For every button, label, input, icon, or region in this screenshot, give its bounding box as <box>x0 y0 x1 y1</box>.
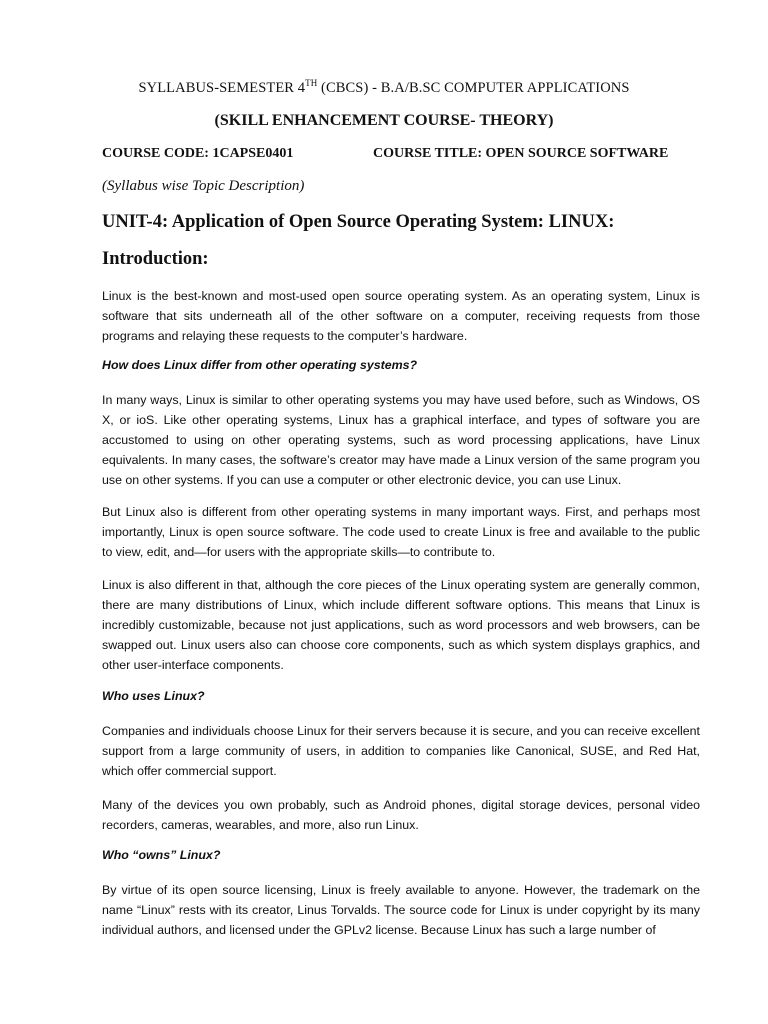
subtitle: (Syllabus wise Topic Description) <box>102 178 305 194</box>
course-type-heading: (SKILL ENHANCEMENT COURSE- THEORY) <box>214 112 554 129</box>
unit-heading: UNIT-4: Application of Open Source Operating System: LINUX: <box>102 212 615 232</box>
course-title: COURSE TITLE: OPEN SOURCE SOFTWARE <box>373 146 669 161</box>
paragraph-devices: Many of the devices you own probably, such as Android phones, digital storage devices, personal video recorders, cameras, wearables, and more, also run Linux. <box>102 798 700 833</box>
course-code: COURSE CODE: 1CAPSE0401 <box>102 146 294 161</box>
paragraph-companies: Companies and individuals choose Linux for their servers because it is secure, and you can receive excellent support from a large community of users, in addition to companies like Canonical, SUSE, and Red Hat, which offer commercial support. <box>102 724 700 779</box>
question-heading-who-owns: Who “owns” Linux? <box>102 848 221 862</box>
paragraph-distributions: Linux is also different in that, although the core pieces of the Linux operating system are generally common, there are many distributions of Linux, which include different software options. This means that Linux is incredibly customizable, because not just applications, such as word processors and web browsers, can be swapped out. Linux users also can choose core components, such as which system displays graphics, and other user-interface components. <box>102 578 700 673</box>
syllabus-header-sup: TH <box>305 78 318 88</box>
question-heading-differ: How does Linux differ from other operating systems? <box>102 358 418 372</box>
question-heading-who-uses: Who uses Linux? <box>102 689 205 703</box>
introduction-heading: Introduction: <box>102 249 209 269</box>
paragraph-difference: But Linux also is different from other operating systems in many important ways. First, and perhaps most importantly, Linux is open source software. The code used to create Linux is free and available to the public to view, edit, and—for users with the appropriate skills—to contribute to. <box>102 505 700 560</box>
syllabus-header <box>0 78 768 97</box>
paragraph-intro: Linux is the best-known and most-used open source operating system. As an operating system, Linux is software that sits underneath all of the other software on a computer, receiving requests from those programs and relaying these requests to the computer’s hardware. <box>102 289 700 344</box>
syllabus-header-post: (CBCS) - B.A/B.SC COMPUTER APPLICATIONS <box>317 80 630 96</box>
syllabus-header-pre: SYLLABUS-SEMESTER 4 <box>138 80 306 96</box>
paragraph-similarity: In many ways, Linux is similar to other operating systems you may have used before, such as Windows, OS X, or ioS. Like other operating systems, Linux has a graphical interface, and types of software you are accustomed to using on other operating systems, such as word processing applications, have Linux equivalents. In many cases, the software’s creator may have made a Linux version of the same program you use on other systems. If you can use a computer or other electronic device, you can use Linux. <box>102 393 700 488</box>
paragraph-licensing: By virtue of its open source licensing, Linux is freely available to anyone. However, the trademark on the name “Linux” rests with its creator, Linus Torvalds. The source code for Linux is under copyright by its many individual authors, and licensed under the GPLv2 license. Because Linux has such a large number of <box>102 883 700 938</box>
